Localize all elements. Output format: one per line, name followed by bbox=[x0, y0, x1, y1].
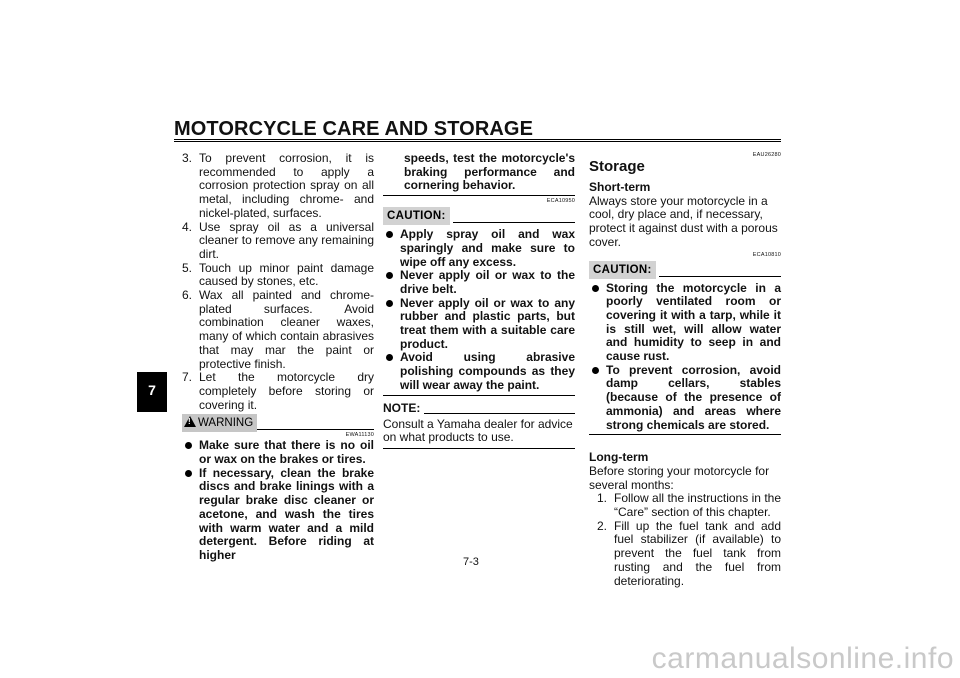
watermark: carmanualsonline.info bbox=[651, 642, 954, 675]
bullet-dot-icon bbox=[592, 285, 599, 292]
column-2 bbox=[383, 152, 575, 449]
caution-bullet: Apply spray oil and wax sparingly and make sure to wipe off any excess. bbox=[383, 228, 575, 269]
bullet-dot-icon bbox=[386, 300, 393, 307]
section-code: EAU26280 bbox=[752, 152, 781, 158]
step-5 bbox=[182, 262, 374, 289]
step-6 bbox=[182, 289, 374, 371]
step-4 bbox=[182, 221, 374, 262]
short-term-text: Always store your motorcycle in a cool, dry place and, if necessary, protect it against dust with a porous cover. bbox=[589, 193, 778, 249]
note-label: NOTE: bbox=[383, 401, 424, 415]
warning-end-rule bbox=[383, 195, 575, 196]
note-rule bbox=[421, 413, 575, 414]
caution-code: ECA10950 bbox=[546, 198, 575, 205]
step-text: To prevent corrosion, it is recommended to apply a corrosion protection spray on all metal, including chrome- and nickel-plated, surfaces. bbox=[199, 151, 374, 220]
caution-bullet: Avoid using abrasive polishing compounds as they will wear away the paint. bbox=[383, 351, 575, 392]
warning-continuation: speeds, test the motorcycle's braking performance and cornering behavior. bbox=[404, 151, 575, 193]
caution-header bbox=[589, 261, 781, 279]
caution-bullet: Never apply oil or wax to the drive belt. bbox=[383, 269, 575, 296]
bullet-dot-icon bbox=[185, 442, 192, 449]
step-text: Wax all painted and chrome-plated surfaces. Avoid combination cleaner waxes, many of which contain abrasives that may mar the paint or protective finish. bbox=[199, 288, 374, 371]
short-term-title: Short-term bbox=[589, 180, 651, 194]
note-header bbox=[383, 402, 575, 418]
caution-bullet: Never apply oil or wax to any rubber and plastic parts, but treat them with a suitable care product. bbox=[383, 297, 575, 352]
step-7 bbox=[182, 371, 374, 412]
bullet-dot-icon bbox=[592, 367, 599, 374]
caution-bullets bbox=[383, 228, 575, 392]
warning-bullets bbox=[182, 439, 374, 562]
long-term-step-1 bbox=[597, 492, 781, 519]
caution-rule bbox=[453, 222, 575, 223]
bullet-dot-icon bbox=[386, 231, 393, 238]
warning-header bbox=[182, 414, 374, 432]
step-number: 4. bbox=[182, 219, 193, 234]
caution-header bbox=[383, 207, 575, 225]
page-title: MOTORCYCLE CARE AND STORAGE bbox=[174, 118, 534, 140]
step-3 bbox=[182, 152, 374, 221]
step-number: 7. bbox=[182, 370, 193, 385]
long-term-steps bbox=[597, 492, 781, 588]
long-term-text: Before storing your motorcycle for several months: bbox=[589, 463, 770, 492]
care-steps-list bbox=[182, 152, 374, 412]
step-number: 2. bbox=[597, 518, 608, 533]
page-number: 7-3 bbox=[463, 556, 479, 568]
warning-label: !WARNING bbox=[182, 414, 257, 432]
step-text: Let the motorcycle dry completely before storing or covering it. bbox=[199, 370, 374, 412]
note-end-rule bbox=[383, 448, 575, 449]
note-text: Consult a Yamaha dealer for advice on what products to use. bbox=[383, 416, 573, 445]
caution-rule bbox=[659, 276, 781, 277]
step-text: Fill up the fuel tank and add fuel stabilizer (if available) to prevent the fuel tank from rusting and the fuel from deteriorating. bbox=[614, 518, 781, 588]
step-text: Follow all the instructions in the “Care” section of this chapter. bbox=[614, 491, 781, 520]
long-term-step-2 bbox=[597, 520, 781, 589]
warning-triangle-icon bbox=[184, 416, 196, 427]
caution-end-rule bbox=[589, 434, 781, 435]
long-term-title: Long-term bbox=[589, 450, 649, 465]
caution-label: CAUTION: bbox=[383, 207, 450, 225]
warning-bullet: If necessary, clean the brake discs and brake linings with a regular brake disc cleaner or acetone, and wash the tires with warm water and a mild detergent. Before riding at higher bbox=[182, 467, 374, 563]
step-number: 6. bbox=[182, 288, 193, 303]
caution-code: ECA10810 bbox=[752, 251, 781, 258]
step-number: 5. bbox=[182, 260, 193, 275]
warning-code: EWA11130 bbox=[345, 432, 374, 439]
caution-bullet: Storing the motorcycle in a poorly ventilated room or covering it with a tarp, while it is still wet, will allow water and humidity to seep in and cause rust. bbox=[589, 282, 781, 364]
bullet-dot-icon bbox=[386, 272, 393, 279]
bullet-dot-icon bbox=[386, 354, 393, 361]
step-number: 3. bbox=[182, 151, 193, 165]
caution-label: CAUTION: bbox=[589, 261, 656, 279]
chapter-tab: 7 bbox=[137, 372, 167, 412]
caution-end-rule bbox=[383, 395, 575, 396]
title-rule bbox=[174, 139, 781, 142]
step-text: Use spray oil as a universal cleaner to remove any remaining dirt. bbox=[199, 219, 374, 261]
step-text: Touch up minor paint damage caused by stones, etc. bbox=[199, 260, 374, 289]
caution-bullet: To prevent corrosion, avoid damp cellars, stables (because of the presence of ammonia) and areas where strong chemicals are stored. bbox=[589, 364, 781, 433]
column-3 bbox=[589, 152, 781, 588]
column-1 bbox=[182, 152, 374, 563]
section-title: Storage bbox=[589, 158, 645, 175]
warning-bullet: Make sure that there is no oil or wax on the brakes or tires. bbox=[182, 439, 374, 466]
bullet-dot-icon bbox=[185, 470, 192, 477]
storage-caution-bullets bbox=[589, 282, 781, 433]
step-number: 1. bbox=[597, 491, 608, 506]
